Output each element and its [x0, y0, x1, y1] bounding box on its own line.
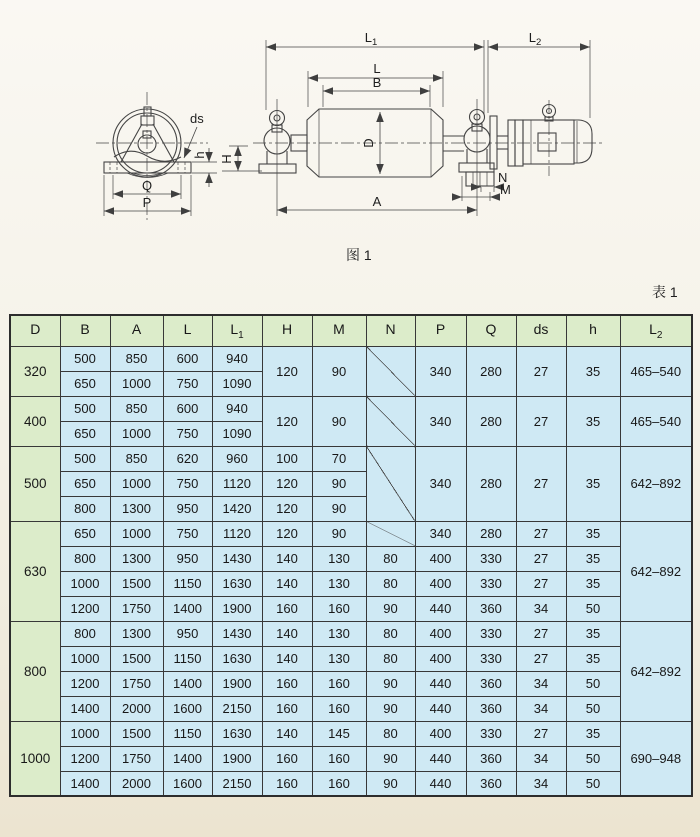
table-cell: 800	[60, 546, 110, 571]
side-view	[253, 30, 604, 216]
dim-label-Q: Q	[141, 178, 153, 193]
table-cell: 400	[415, 571, 466, 596]
table-cell: 50	[566, 596, 620, 621]
table-cell-slash	[366, 346, 415, 396]
table-cell: 1400	[60, 771, 110, 796]
table-cell: 750	[163, 471, 212, 496]
table-cell: 360	[466, 671, 516, 696]
table-cell: 27	[516, 646, 566, 671]
table-cell: 140	[262, 621, 312, 646]
table-cell: 160	[262, 746, 312, 771]
table-cell: 1300	[110, 621, 163, 646]
table-row	[10, 396, 692, 421]
table-cell: 130	[312, 571, 366, 596]
table-cell: 34	[516, 696, 566, 721]
table-cell: 1630	[212, 721, 262, 746]
table-cell: 1500	[110, 646, 163, 671]
table-cell: 130	[312, 621, 366, 646]
left-bearing	[259, 99, 307, 216]
table-cell: 1750	[110, 746, 163, 771]
table-cell: 320	[10, 346, 60, 396]
table-cell: 50	[566, 746, 620, 771]
table-cell: 1600	[163, 696, 212, 721]
table-cell: 120	[262, 471, 312, 496]
table-cell: 1900	[212, 596, 262, 621]
motor	[523, 100, 592, 176]
table-cell: 90	[312, 471, 366, 496]
table-cell: 90	[366, 746, 415, 771]
column-header: $L_2$	[620, 315, 692, 346]
table-cell: 330	[466, 721, 516, 746]
table-cell: 80	[366, 546, 415, 571]
table-cell: 120	[262, 346, 312, 396]
table-cell: 160	[262, 696, 312, 721]
table-cell: 280	[466, 446, 516, 521]
table-cell: 90	[312, 346, 366, 396]
dim-label-A: A	[372, 194, 382, 209]
table-cell: 34	[516, 746, 566, 771]
table-cell: 100	[262, 446, 312, 471]
table-cell: 600	[163, 346, 212, 371]
table-cell: 1120	[212, 521, 262, 546]
table-cell-slash	[366, 521, 415, 546]
table-cell: 940	[212, 346, 262, 371]
table-cell: 2000	[110, 696, 163, 721]
table-cell: 140	[262, 646, 312, 671]
table-cell: 1000	[10, 721, 60, 796]
table-cell: 500	[60, 446, 110, 471]
table-cell: 35	[566, 571, 620, 596]
table-cell: 1500	[110, 571, 163, 596]
table-row	[10, 596, 692, 621]
table-cell: 1000	[60, 571, 110, 596]
table-cell: 140	[262, 546, 312, 571]
table-cell: 1000	[60, 646, 110, 671]
table-cell: 27	[516, 721, 566, 746]
table-cell: 1200	[60, 671, 110, 696]
column-header: B	[60, 315, 110, 346]
dim-label-h: h	[192, 151, 207, 159]
table-caption: 表 1	[652, 284, 678, 300]
table-cell: 800	[60, 621, 110, 646]
table-cell: 130	[312, 646, 366, 671]
table-cell: 1600	[163, 771, 212, 796]
top-bolt	[141, 116, 154, 125]
table-cell: 34	[516, 671, 566, 696]
dim-label-H: H	[219, 154, 234, 164]
right-bearing	[443, 99, 494, 216]
dim-label-M: M	[500, 182, 511, 197]
table-cell: 90	[366, 671, 415, 696]
table-cell: 80	[366, 721, 415, 746]
table-cell: 650	[60, 521, 110, 546]
table-cell: 630	[10, 521, 60, 621]
table-cell: 1300	[110, 546, 163, 571]
table-cell: 600	[163, 396, 212, 421]
table-cell-slash	[366, 396, 415, 446]
table-cell: 440	[415, 671, 466, 696]
table-cell: 340	[415, 346, 466, 396]
table-cell: 50	[566, 696, 620, 721]
table-cell: 800	[60, 496, 110, 521]
table-cell: 160	[262, 596, 312, 621]
table-cell: 620	[163, 446, 212, 471]
table-cell: 1000	[110, 421, 163, 446]
table-row	[10, 521, 692, 546]
table-cell: 940	[212, 396, 262, 421]
dim-label-L2: $L_2$	[528, 30, 542, 48]
column-header: N	[366, 315, 415, 346]
table-cell: 1090	[212, 371, 262, 396]
table-cell: 1400	[163, 596, 212, 621]
table-cell: 130	[312, 546, 366, 571]
table-cell: 160	[262, 771, 312, 796]
table-cell: 360	[466, 771, 516, 796]
table-cell: 850	[110, 446, 163, 471]
table-cell: 70	[312, 446, 366, 471]
table-cell: 400	[415, 546, 466, 571]
table-cell: 2150	[212, 771, 262, 796]
table-cell: 1900	[212, 746, 262, 771]
table-cell: 140	[262, 721, 312, 746]
table-cell: 1750	[110, 596, 163, 621]
table-row	[10, 571, 692, 596]
table-cell: 27	[516, 521, 566, 546]
table-cell: 465–540	[620, 396, 692, 446]
table-row	[10, 446, 692, 471]
table-cell: 465–540	[620, 346, 692, 396]
table-cell: 440	[415, 771, 466, 796]
column-header: ds	[516, 315, 566, 346]
column-header: A	[110, 315, 163, 346]
table-cell: 330	[466, 646, 516, 671]
table-cell: 960	[212, 446, 262, 471]
dim-label-L: L	[373, 61, 381, 76]
table-cell: 330	[466, 546, 516, 571]
table-cell: 90	[366, 771, 415, 796]
table-cell: 750	[163, 521, 212, 546]
table-cell: 1400	[60, 696, 110, 721]
table-cell: 500	[10, 446, 60, 521]
table-cell: 1000	[110, 371, 163, 396]
table-row	[10, 671, 692, 696]
table-row	[10, 646, 692, 671]
table-cell: 160	[312, 596, 366, 621]
column-header: L	[163, 315, 212, 346]
table-cell: 440	[415, 696, 466, 721]
column-header: H	[262, 315, 312, 346]
table-cell: 1400	[163, 746, 212, 771]
coupling	[490, 116, 523, 169]
table-cell: 1000	[60, 721, 110, 746]
table-cell: 35	[566, 721, 620, 746]
end-view	[96, 92, 262, 220]
table-cell: 440	[415, 596, 466, 621]
column-header: h	[566, 315, 620, 346]
table-cell: 950	[163, 496, 212, 521]
table-cell: 1000	[110, 471, 163, 496]
table-cell: 35	[566, 446, 620, 521]
table-cell: 800	[10, 621, 60, 721]
table-row	[10, 696, 692, 721]
table-cell: 500	[60, 346, 110, 371]
table-cell: 160	[312, 671, 366, 696]
table-cell: 1400	[163, 671, 212, 696]
table-cell: 160	[312, 696, 366, 721]
table-cell: 120	[262, 521, 312, 546]
table-cell: 340	[415, 521, 466, 546]
table-cell: 35	[566, 546, 620, 571]
table-cell: 27	[516, 571, 566, 596]
table-cell: 120	[262, 496, 312, 521]
column-header: Q	[466, 315, 516, 346]
table-cell: 1900	[212, 671, 262, 696]
column-header: D	[10, 315, 60, 346]
figure-caption: 图 1	[346, 247, 372, 263]
table-cell: 1420	[212, 496, 262, 521]
table-cell: 1150	[163, 571, 212, 596]
dimension-table	[9, 314, 693, 797]
table-cell: 27	[516, 396, 566, 446]
table-cell: 80	[366, 571, 415, 596]
table-cell: 140	[262, 571, 312, 596]
table-cell: 500	[60, 396, 110, 421]
table-cell: 160	[312, 746, 366, 771]
table-cell: 50	[566, 671, 620, 696]
table-cell: 440	[415, 746, 466, 771]
table-cell: 360	[466, 696, 516, 721]
table-cell: 27	[516, 346, 566, 396]
column-header: P	[415, 315, 466, 346]
table-row	[10, 621, 692, 646]
table-cell: 35	[566, 346, 620, 396]
table-cell: 950	[163, 546, 212, 571]
table-cell: 90	[366, 696, 415, 721]
table-cell: 120	[262, 396, 312, 446]
table-cell: 1630	[212, 646, 262, 671]
table-cell: 850	[110, 396, 163, 421]
table-cell: 1120	[212, 471, 262, 496]
table-cell: 400	[415, 721, 466, 746]
table-cell: 400	[415, 621, 466, 646]
table-cell: 750	[163, 371, 212, 396]
table-cell: 650	[60, 421, 110, 446]
table-cell: 35	[566, 621, 620, 646]
table-cell: 90	[366, 596, 415, 621]
dim-label-ds: ds	[190, 111, 204, 126]
table-cell: 400	[415, 646, 466, 671]
table-cell: 650	[60, 471, 110, 496]
table-cell: 27	[516, 446, 566, 521]
table-row	[10, 771, 692, 796]
table-cell: 1200	[60, 596, 110, 621]
table-cell: 27	[516, 546, 566, 571]
table-cell: 690–948	[620, 721, 692, 796]
table-cell: 330	[466, 621, 516, 646]
table-cell: 1500	[110, 721, 163, 746]
dim-label-N: N	[498, 170, 508, 185]
table-cell: 1750	[110, 671, 163, 696]
table-cell: 90	[312, 496, 366, 521]
table-cell: 35	[566, 521, 620, 546]
table-cell: 280	[466, 396, 516, 446]
table-cell: 50	[566, 771, 620, 796]
table-cell: 1090	[212, 421, 262, 446]
table-cell: 950	[163, 621, 212, 646]
table-cell: 35	[566, 646, 620, 671]
table-cell: 650	[60, 371, 110, 396]
table-cell: 642–892	[620, 446, 692, 521]
dim-label-P: P	[142, 195, 152, 210]
table-row	[10, 546, 692, 571]
table-cell: 642–892	[620, 521, 692, 621]
dim-label-D: D	[361, 138, 376, 148]
table-cell: 360	[466, 596, 516, 621]
table-cell: 1150	[163, 721, 212, 746]
table-row	[10, 746, 692, 771]
table-row	[10, 346, 692, 371]
table-cell: 34	[516, 596, 566, 621]
table-cell: 34	[516, 771, 566, 796]
column-header: M	[312, 315, 366, 346]
dim-label-L1: $L_1$	[364, 30, 378, 48]
table-header-row	[10, 315, 692, 346]
table-cell: 340	[415, 396, 466, 446]
table-cell: 1300	[110, 496, 163, 521]
table-cell: 2150	[212, 696, 262, 721]
table-cell: 330	[466, 571, 516, 596]
table-cell: 1630	[212, 571, 262, 596]
table-cell: 280	[466, 346, 516, 396]
table-cell: 2000	[110, 771, 163, 796]
table-cell: 400	[10, 396, 60, 446]
table-cell: 90	[312, 521, 366, 546]
table-cell: 80	[366, 621, 415, 646]
table-row	[10, 721, 692, 746]
table-cell: 1430	[212, 621, 262, 646]
figure-drawing	[0, 0, 700, 300]
table-cell: 750	[163, 421, 212, 446]
table-cell: 280	[466, 521, 516, 546]
table-cell: 340	[415, 446, 466, 521]
table-cell: 35	[566, 396, 620, 446]
table-cell: 850	[110, 346, 163, 371]
table-cell: 80	[366, 646, 415, 671]
table-cell: 1430	[212, 546, 262, 571]
column-header: $L_1$	[212, 315, 262, 346]
table-cell: 1200	[60, 746, 110, 771]
table-cell: 160	[262, 671, 312, 696]
table-cell: 360	[466, 746, 516, 771]
table-cell: 1000	[110, 521, 163, 546]
table-cell: 160	[312, 771, 366, 796]
dim-label-B: B	[372, 75, 382, 90]
table-cell: 27	[516, 621, 566, 646]
table-cell-slash	[366, 446, 415, 521]
table-cell: 642–892	[620, 621, 692, 721]
table-cell: 1150	[163, 646, 212, 671]
table-cell: 90	[312, 396, 366, 446]
table-cell: 145	[312, 721, 366, 746]
